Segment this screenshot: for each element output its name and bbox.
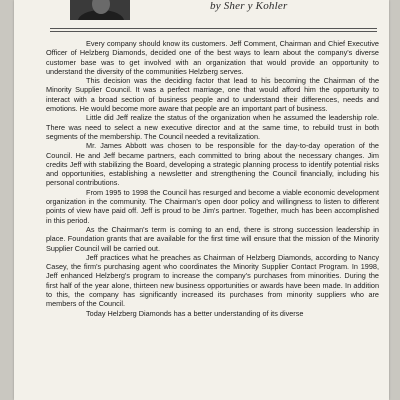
divider-rule-bottom [50, 31, 377, 32]
paragraph: Every company should know its customers. Jeff Comment, Chairman and Chief Executive Officer of Helzberg Diamonds, decided one of the best ways to learn about the company's diverse customer base was to get involved with an organization that would provide an opportunity to understand the diversity of the communities Helzberg serves. [46, 39, 379, 76]
paragraph: Mr. James Abbott was chosen to be responsible for the day-to-day operation of the Council. He and Jeff became partners, each committed to bring about the necessary changes. Jim credits Jeff with stabilizing the Board, developing a strategic planning process to identify potential risks and opportunities, establishing a newsletter and strengthening the Council financially, including his personal contributions. [46, 141, 379, 188]
paragraph: Jeff practices what he preaches as Chairman of Helzberg Diamonds, according to Nancy Casey, the firm's purchasing agent who coordinates the Minority Supplier Contact Program. In 1998, Jeff enhanced Helzberg's program to increase the company's purchases from minorities. During the first half of the year alone, thirteen new business opportunities or awards have been made. In addition to this, the company has significantly increased its purchases from minority suppliers who are members of the Council. [46, 252, 379, 309]
portrait-photo [70, 0, 130, 20]
paragraph: Little did Jeff realize the status of the organization when he assumed the leadership role. There was need to select a new executive director and at the same time, to rebuild trust in both segments of the membership. The Council needed a revitalization. [46, 113, 379, 141]
divider-rule-top [50, 28, 377, 29]
author-byline: by Sher y Kohler [210, 0, 288, 12]
paragraph: Today Helzberg Diamonds has a better understanding of its diverse [86, 308, 304, 318]
document-page [14, 0, 389, 400]
paragraph: From 1995 to 1998 the Council has resurged and become a viable economic development organization in the community. The Chairman's open door policy and willingness to listen to different points of view have paid off. Jeff is proud to be Jim's partner. Together, much has been accomplished in this period. [46, 187, 379, 225]
paragraph: This decision was the deciding factor that lead to his becoming the Chairman of the Minority Supplier Council. It was a perfect marriage, one that would afford him the opportunity to interact with a broad section of business people and to understand their differences, needs and emotions. He would become more aware that people are an important part of business. [46, 76, 379, 114]
paragraph: As the Chairman's term is coming to an end, there is strong succession leadership in place. Foundation grants that are available for the first time will ensure that the mission of the Minority Supplier Council will be carried out. [46, 224, 379, 253]
article-body [46, 39, 379, 318]
